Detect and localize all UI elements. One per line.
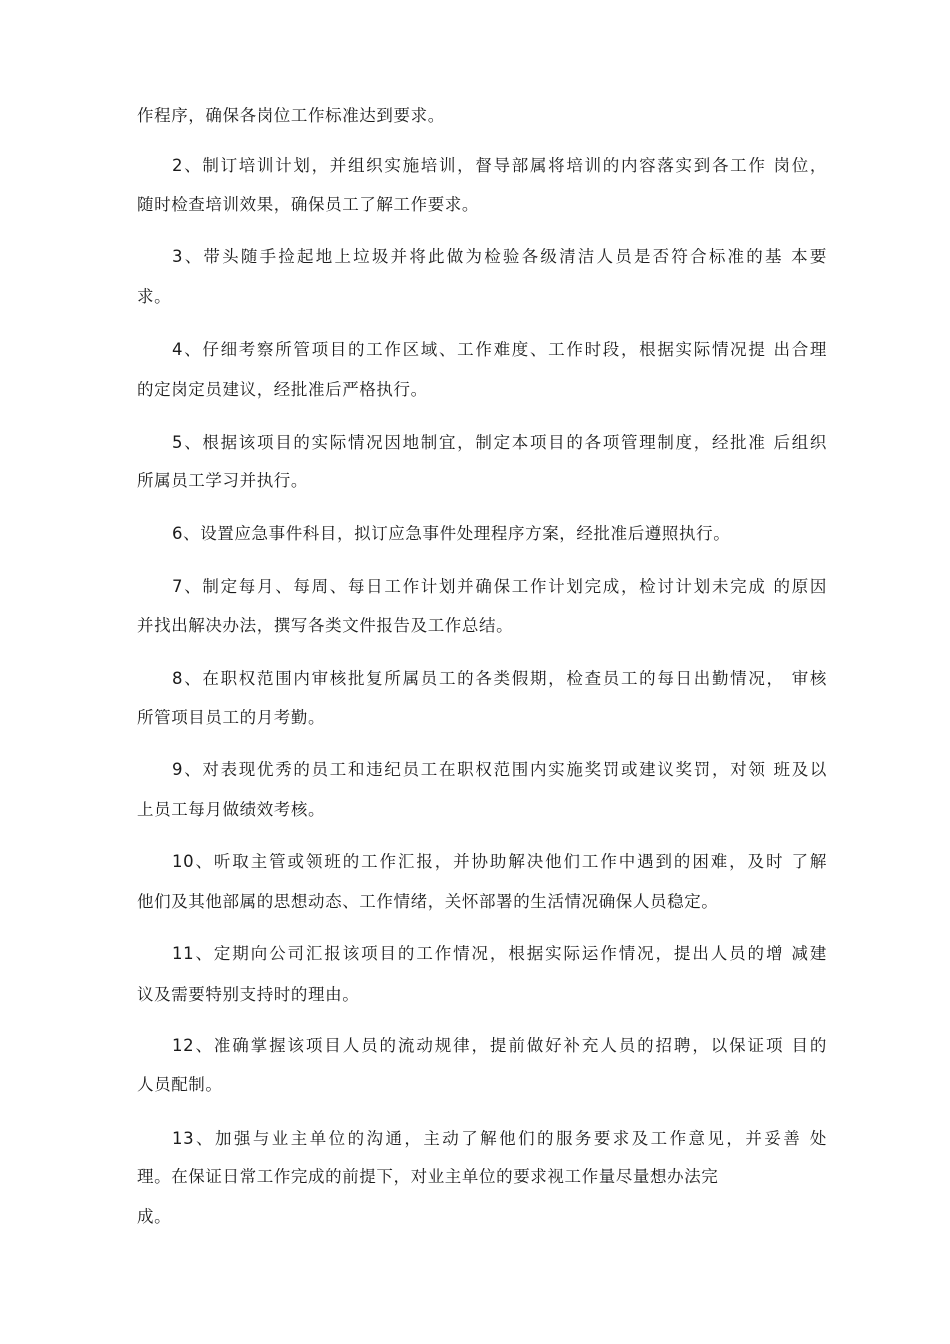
text-line: 9、对表现优秀的员工和违纪员工在职权范围内实施奖罚或建议奖罚，对领 班及以 (172, 760, 827, 779)
text-line: 随时检查培训效果，确保员工了解工作要求。 (137, 195, 479, 214)
text-line: 求。 (137, 287, 172, 306)
text-line: 4、仔细考察所管项目的工作区域、工作难度、工作时段，根据实际情况提 出合理 (172, 340, 827, 359)
text-line: 7、制定每月、每周、每日工作计划并确保工作计划完成，检讨计划未完成 的原因 (172, 577, 827, 596)
text-line: 成。 (137, 1207, 172, 1226)
text-line: 所管项目员工的月考勤。 (137, 708, 326, 727)
text-line: 理。在保证日常工作完成的前提下，对业主单位的要求视工作量尽量想办法完 (137, 1167, 719, 1186)
text-line: 10、听取主管或领班的工作汇报，并协助解决他们工作中遇到的困难，及时 了解 (172, 852, 827, 871)
text-line: 11、定期向公司汇报该项目的工作情况，根据实际运作情况，提出人员的增 减建 (172, 944, 827, 963)
text-line: 6、设置应急事件科目，拟订应急事件处理程序方案，经批准后遵照执行。 (172, 524, 731, 543)
text-line: 并找出解决办法，撰写各类文件报告及工作总结。 (137, 616, 514, 635)
text-line: 他们及其他部属的思想动态、工作情绪，关怀部署的生活情况确保人员稳定。 (137, 892, 719, 911)
text-line: 的定岗定员建议，经批准后严格执行。 (137, 380, 428, 399)
text-line: 12、准确掌握该项目人员的流动规律，提前做好补充人员的招聘，以保证项 目的 (172, 1036, 827, 1055)
text-line: 2、制订培训计划，并组织实施培训，督导部属将培训的内容落实到各工作 岗位， (172, 156, 827, 175)
text-line: 5、根据该项目的实际情况因地制宜，制定本项目的各项管理制度，经批准 后组织 (172, 433, 827, 452)
text-line: 上员工每月做绩效考核。 (137, 800, 326, 819)
text-line: 8、在职权范围内审核批复所属员工的各类假期，检查员工的每日出勤情况， 审核 (172, 669, 827, 688)
text-line: 所属员工学习并执行。 (137, 471, 308, 490)
text-line: 人员配制。 (137, 1075, 223, 1094)
text-line: 13、加强与业主单位的沟通，主动了解他们的服务要求及工作意见，并妥善 处 (172, 1129, 827, 1148)
text-line: 作程序，确保各岗位工作标准达到要求。 (137, 106, 445, 125)
text-line: 3、带头随手捡起地上垃圾并将此做为检验各级清洁人员是否符合标准的基 本要 (172, 247, 827, 266)
text-line: 议及需要特别支持时的理由。 (137, 985, 360, 1004)
